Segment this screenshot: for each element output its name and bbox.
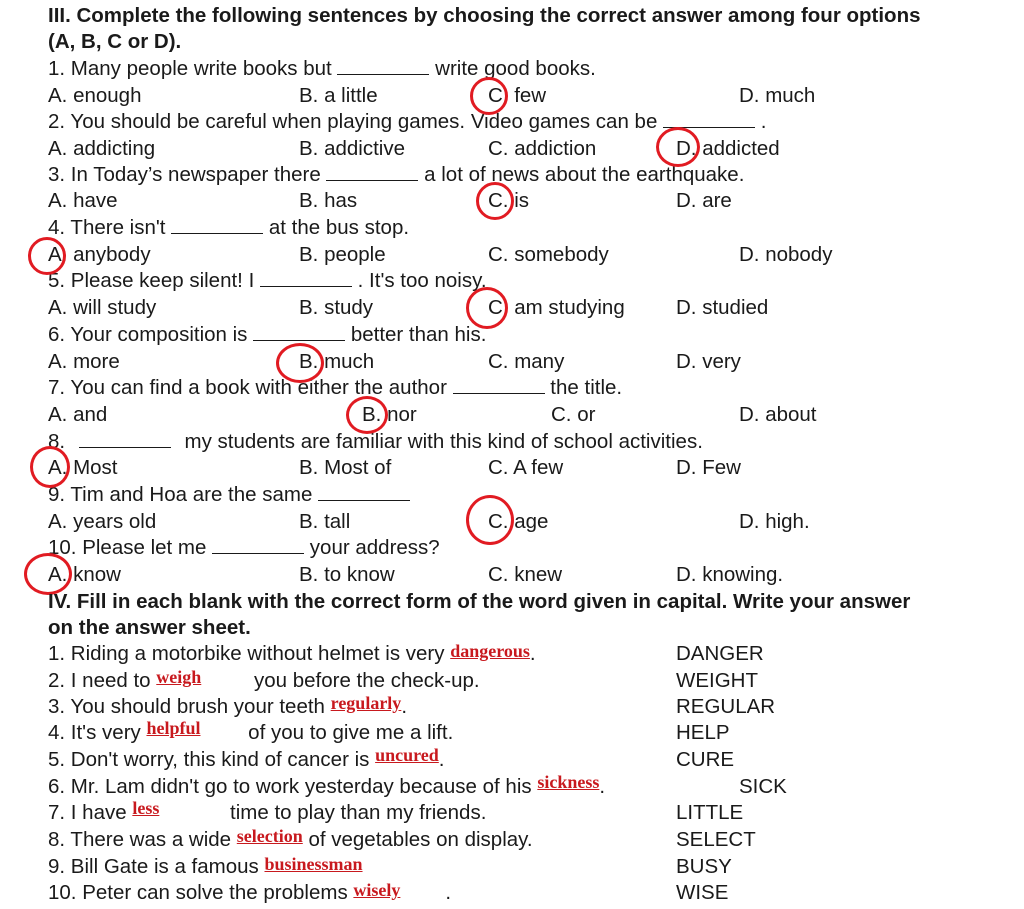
fill-1-pre: 1. Riding a motorbike without helmet is very [48, 642, 451, 665]
fill-9-capital-word: BUSY [676, 855, 732, 878]
answer-mark-circle-q9 [466, 495, 514, 545]
fill-6-pre: 6. Mr. Lam didn't go to work yesterday because of his [48, 775, 538, 798]
q9-stem-a: 9. Tim and Hoa are the same [48, 483, 319, 506]
q9-option-d: D. high. [739, 510, 810, 533]
fill-2-answer: weigh [156, 667, 202, 687]
q2-stem-b: . [755, 110, 767, 133]
answer-mark-circle-q1 [470, 77, 508, 115]
q2-blank [663, 111, 755, 128]
q5-stem-a: 5. Please keep silent! I [48, 269, 260, 292]
q5-option-a: A. will study [48, 296, 157, 319]
q2-option-a: A. addicting [48, 137, 156, 160]
fill-item-10 [48, 880, 451, 906]
q6-stem-a: 6. Your composition is [48, 323, 254, 346]
q3-stem-a: 3. In Today’s newspaper there [48, 163, 327, 186]
q7-blank [453, 377, 545, 394]
q2-option-b: B. addictive [299, 137, 405, 160]
fill-6-post: . [599, 775, 606, 798]
question-10-stem [48, 535, 440, 561]
q7-option-a: A. and [48, 403, 108, 426]
fill-item-5 [48, 747, 445, 773]
fill-4-capital-word: HELP [676, 721, 730, 744]
q5-blank [260, 270, 352, 287]
question-5-stem [48, 268, 487, 294]
q1-blank [337, 58, 429, 75]
fill-1-capital-word: DANGER [676, 642, 764, 665]
fill-10-capital-word: WISE [676, 881, 729, 904]
q4-option-d: D. nobody [739, 243, 833, 266]
section-4-heading-line-1: IV. Fill in each blank with the correct form of the word given in capital. Write your answer [48, 590, 911, 613]
q8-option-d: D. Few [676, 456, 741, 479]
q5-option-c: C. am studying [488, 296, 625, 319]
fill-7-post: time to play than my friends. [224, 801, 487, 824]
fill-4-post: of you to give me a lift. [242, 721, 454, 744]
question-9-stem [48, 482, 410, 508]
q8-option-c: C. A few [488, 456, 564, 479]
fill-2-capital-word: WEIGHT [676, 669, 758, 692]
q4-stem-a: 4. There isn't [48, 216, 172, 239]
q10-option-d: D. knowing. [676, 563, 784, 586]
question-6-stem [48, 322, 486, 348]
fill-item-2 [48, 668, 480, 694]
fill-5-capital-word: CURE [676, 748, 735, 771]
q8-blank [79, 431, 171, 448]
q7-stem-b: the title. [544, 376, 623, 399]
q6-option-b: B. much [299, 350, 375, 373]
q1-option-b: B. a little [299, 84, 378, 107]
q6-blank [253, 324, 345, 341]
q1-option-d: D. much [739, 84, 816, 107]
q3-option-b: B. has [299, 189, 358, 212]
q6-stem-b: better than his. [345, 323, 487, 346]
q5-option-b: B. study [299, 296, 374, 319]
fill-7-capital-word: LITTLE [676, 801, 744, 824]
q3-stem-b: a lot of news about the earthquake. [418, 163, 745, 186]
fill-10-answer: wisely [353, 880, 401, 900]
fill-10-post: . [445, 881, 452, 904]
fill-7-answer: less [132, 798, 160, 818]
fill-8-answer: selection [236, 826, 303, 846]
fill-1-answer: dangerous [450, 641, 530, 661]
q7-option-c: C. or [551, 403, 596, 426]
fill-8-capital-word: SELECT [676, 828, 756, 851]
answer-mark-circle-q7 [346, 396, 388, 434]
fill-9-answer: businessman [264, 854, 363, 874]
q6-option-d: D. very [676, 350, 741, 373]
q2-stem-a: 2. You should be careful when playing games. Video games can be [48, 110, 664, 133]
fill-item-1 [48, 641, 536, 667]
q10-blank [212, 537, 304, 554]
q6-option-a: A. more [48, 350, 120, 373]
question-4-stem [48, 215, 409, 241]
answer-mark-circle-q8 [30, 446, 70, 488]
section-3-heading-line-1: III. Complete the following sentences by choosing the correct answer among four options [48, 4, 921, 27]
fill-1-post: . [529, 642, 536, 665]
fill-item-8 [48, 827, 533, 853]
q8-stem-a: 8. [48, 430, 71, 453]
q3-option-a: A. have [48, 189, 118, 212]
q10-option-b: B. to know [299, 563, 395, 586]
fill-5-post: . [438, 748, 445, 771]
q9-option-b: B. tall [299, 510, 351, 533]
q5-stem-b: . It's too noisy. [351, 269, 487, 292]
q10-option-c: C. knew [488, 563, 563, 586]
answer-mark-circle-q3 [476, 182, 514, 220]
question-1-stem [48, 56, 596, 82]
fill-3-pre: 3. You should brush your teeth [48, 695, 331, 718]
fill-8-post: of vegetables on display. [302, 828, 533, 851]
q1-option-a: A. enough [48, 84, 142, 107]
fill-4-answer: helpful [146, 718, 201, 738]
question-8-stem [48, 429, 703, 455]
q2-option-c: C. addiction [488, 137, 597, 160]
q8-stem-b: my students are familiar with this kind of school activities. [178, 430, 703, 453]
fill-2-post: you before the check-up. [248, 669, 480, 692]
fill-2-pre: 2. I need to [48, 669, 157, 692]
fill-8-pre: 8. There was a wide [48, 828, 237, 851]
fill-6-answer: sickness [537, 772, 600, 792]
q10-option-a: A. know [48, 563, 121, 586]
q3-option-d: D. are [676, 189, 732, 212]
q3-blank [326, 164, 418, 181]
q3-option-c: C. is [488, 189, 529, 212]
q9-option-a: A. years old [48, 510, 157, 533]
q4-stem-b: at the bus stop. [263, 216, 410, 239]
q7-option-b: B. nor [362, 403, 417, 426]
fill-9-pre: 9. Bill Gate is a famous [48, 855, 265, 878]
fill-3-answer: regularly [330, 693, 402, 713]
question-3-stem [48, 162, 744, 188]
q5-option-d: D. studied [676, 296, 769, 319]
answer-mark-circle-q2 [656, 127, 700, 167]
fill-3-capital-word: REGULAR [676, 695, 776, 718]
q10-stem-a: 10. Please let me [48, 536, 213, 559]
q9-option-c: C. age [488, 510, 549, 533]
fill-7-pre: 7. I have [48, 801, 133, 824]
fill-3-post: . [401, 695, 408, 718]
fill-4-pre: 4. It's very [48, 721, 147, 744]
question-2-stem [48, 109, 766, 135]
q4-blank [171, 217, 263, 234]
q4-option-b: B. people [299, 243, 386, 266]
answer-mark-circle-q5 [466, 287, 508, 329]
fill-10-pre: 10. Peter can solve the problems [48, 881, 354, 904]
q9-blank [318, 484, 410, 501]
q4-option-c: C. somebody [488, 243, 609, 266]
fill-5-pre: 5. Don't worry, this kind of cancer is [48, 748, 376, 771]
q4-option-a: A. anybody [48, 243, 151, 266]
q7-stem-a: 7. You can find a book with either the author [48, 376, 453, 399]
section-4-heading-line-2: on the answer sheet. [48, 616, 251, 639]
fill-5-answer: uncured [375, 745, 439, 765]
q8-option-a: A. Most [48, 456, 118, 479]
answer-mark-circle-q4 [28, 237, 66, 275]
q8-option-b: B. Most of [299, 456, 392, 479]
q10-stem-b: your address? [304, 536, 440, 559]
q7-option-d: D. about [739, 403, 817, 426]
q1-option-c: C. few [488, 84, 547, 107]
fill-6-capital-word: SICK [739, 775, 787, 798]
fill-item-9 [48, 854, 363, 880]
q2-option-d: D. addicted [676, 137, 780, 160]
answer-mark-circle-q6 [276, 343, 324, 383]
q6-option-c: C. many [488, 350, 565, 373]
q1-stem-b: write good books. [429, 57, 596, 80]
section-3-heading-line-2: (A, B, C or D). [48, 30, 182, 53]
question-7-stem [48, 375, 622, 401]
q1-stem-a: 1. Many people write books but [48, 57, 338, 80]
